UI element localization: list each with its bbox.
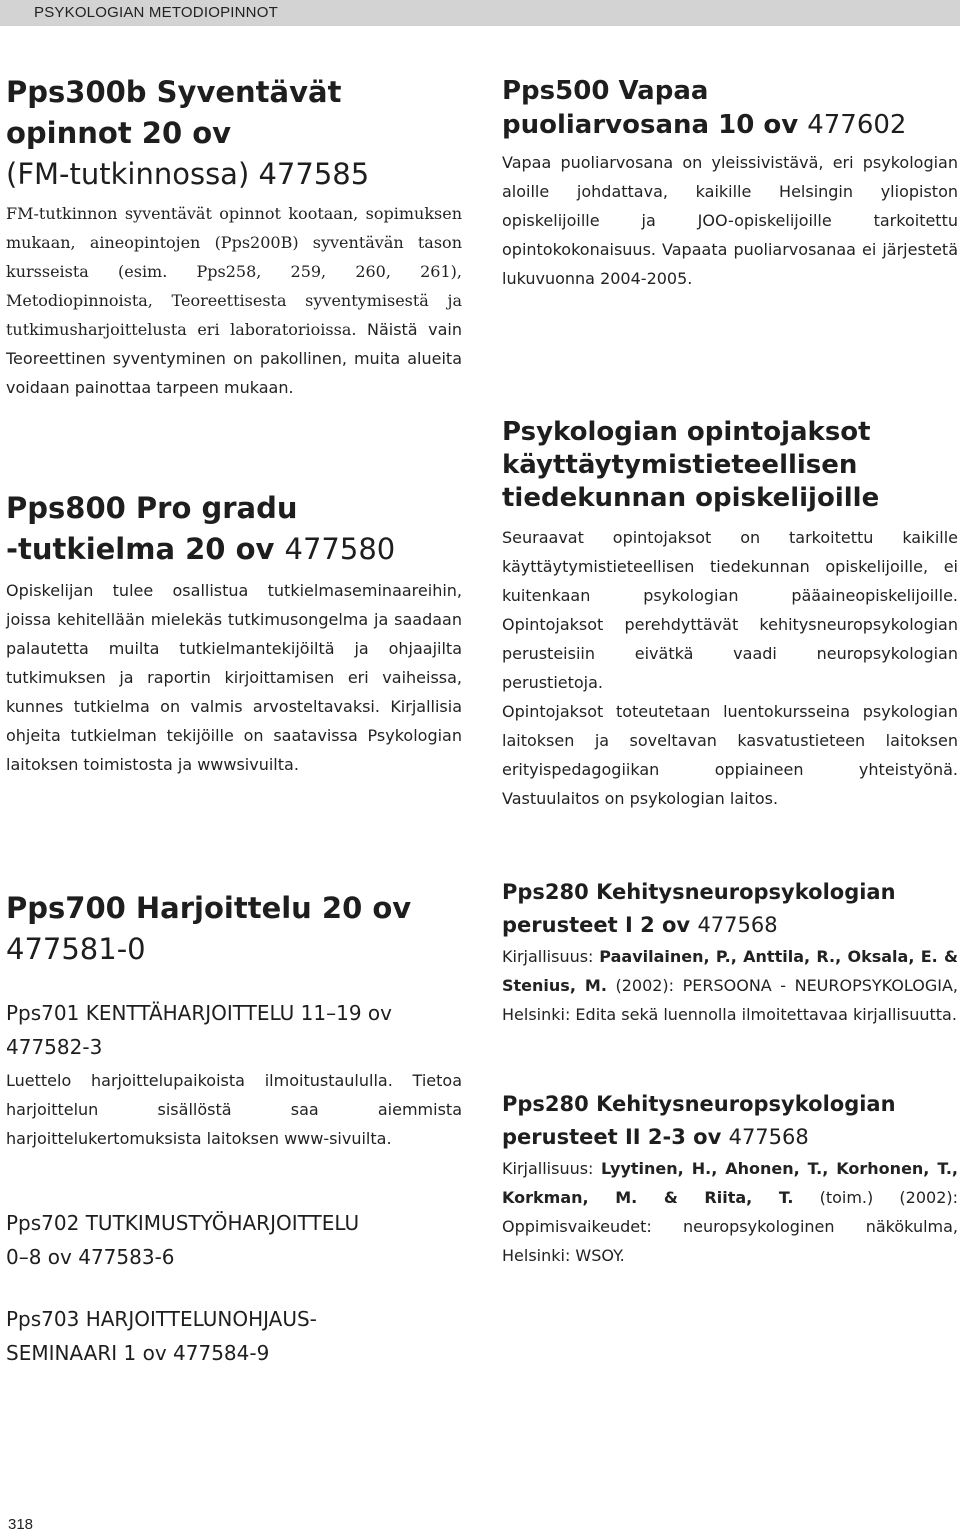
literature-note: Kirjallisuus: Paavilainen, P., Anttila, R., Oksala, E. & Stenius, M. (2002): PERSOONA - NEUROPSYKOLOGIA, Helsinki: Edita sekä luennolla ilmoitettavaa kirjallisuutta. — [502, 947, 959, 1024]
section-pps800 — [6, 488, 462, 779]
running-head-text: PSYKOLOGIAN METODIOPINNOT — [34, 4, 278, 21]
subsection-title: SEMINAARI 1 ov 477584-9 — [6, 1341, 270, 1365]
section-pps701 — [6, 996, 462, 1153]
section-title: perusteet II 2-3 ov 477568 — [502, 1125, 809, 1149]
section-pps500 — [502, 74, 958, 293]
subsection-title: Pps702 TUTKIMUSTYÖHARJOITTELU — [6, 1211, 360, 1235]
section-pps702 — [6, 1206, 462, 1274]
section-title: käyttäytymistieteellisen — [502, 450, 858, 480]
section-title: (FM-tutkinnossa) 477585 — [6, 157, 370, 191]
section-pps703 — [6, 1302, 462, 1370]
literature-note: Kirjallisuus: Lyytinen, H., Ahonen, T., Korhonen, T., Korkman, M. & Riita, T. (toim.) (2002): Oppimisvaikeudet: neuropsykologinen näkökulma, Helsinki: WSOY. — [502, 1159, 958, 1265]
page-number: 318 — [8, 1516, 34, 1533]
section-body: Vapaa puoliarvosana on yleissivistävä, eri psykologian aloille johdattava, kaikille Helsingin yliopiston opiskelijoille ja JOO-opiskelijoille tarkoitettu opintokokonaisuus. Vapaata puoliarvosanaa ei järjestetä lukuvuonna 2004-2005. — [502, 153, 958, 288]
section-psykologian-opintojaksot — [502, 416, 958, 813]
section-body: Opiskelijan tulee osallistua tutkielmaseminaareihin, joissa kehitellään mielekäs tutkimusongelma ja saadaan palautetta muilta tutkielmantekijöiltä ja ohjaajilta tutkimuksen ja raportin kirjoittamisen eri vaiheissa, kunnes tutkielma on valmis arvosteltavaksi. Kirjallisia ohjeita tutkielman tekijöille on saatavissa Psykologian laitoksen toimistosta ja wwwsivuilta. — [6, 581, 462, 774]
subsection-title: 0–8 ov 477583-6 — [6, 1245, 175, 1269]
section-body: Seuraavat opintojaksot on tarkoitettu kaikille käyttäytymistieteellisen tiedekunnan opiskelijoille, ei kuitenkaan psykologian pääaineopiskelijoille. Opintojaksot perehdyttävät kehitysneuropsykologian perusteisiin eivätkä vaadi neuropsykologian perustietoja. — [502, 528, 958, 692]
section-title: Pps280 Kehitysneuropsykologian — [502, 1092, 896, 1116]
subsection-title: Pps703 HARJOITTELUNOHJAUS- — [6, 1307, 317, 1331]
section-body: Opintojaksot toteutetaan luentokursseina psykologian laitoksen ja soveltavan kasvatustieteen laitoksen erityispedagogiikan oppiaineen yhteistyönä. Vastuulaitos on psykologian laitos. — [502, 702, 958, 808]
section-title: Pps500 Vapaa — [502, 76, 709, 106]
section-title: Pps700 Harjoittelu 20 ov — [6, 891, 412, 925]
section-title: Pps280 Kehitysneuropsykologian — [502, 880, 896, 904]
section-title: -tutkielma 20 ov 477580 — [6, 532, 396, 566]
section-title: tiedekunnan opiskelijoille — [502, 483, 880, 513]
section-title: opinnot 20 ov — [6, 116, 232, 150]
section-pps700 — [6, 888, 462, 970]
section-title: Psykologian opintojaksot — [502, 417, 871, 447]
running-header — [0, 0, 960, 26]
section-title: Pps800 Pro gradu — [6, 491, 298, 525]
section-body: Luettelo harjoittelupaikoista ilmoitustaululla. Tietoa harjoittelun sisällöstä saa aiemmista harjoittelukertomuksista laitoksen www-sivuilta. — [6, 1071, 462, 1148]
subsection-title: Pps701 KENTTÄHARJOITTELU 11–19 ov — [6, 1001, 392, 1025]
section-pps300b — [6, 72, 462, 402]
section-title: 477581-0 — [6, 932, 146, 966]
section-pps280-i — [502, 876, 958, 1029]
section-pps280-ii — [502, 1088, 958, 1270]
subsection-title: 477582-3 — [6, 1035, 103, 1059]
section-body: FM-tutkinnon syventävät opinnot kootaan, sopimuksen mukaan, aineopintojen (Pps200B) syventävän tason kursseista (esim. Pps258, 259, 260, 261), Metodiopinnoista, Teoreettisesta syventymisestä ja tutkimusharjoittelusta eri laboratorioissa. Näistä vain Teoreettinen syventyminen on pakollinen, muita alueita voidaan painottaa tarpeen mukaan. — [6, 204, 462, 397]
section-title: puoliarvosana 10 ov 477602 — [502, 110, 907, 140]
section-title: Pps300b Syventävät — [6, 75, 342, 109]
section-title: perusteet I 2 ov 477568 — [502, 913, 778, 937]
